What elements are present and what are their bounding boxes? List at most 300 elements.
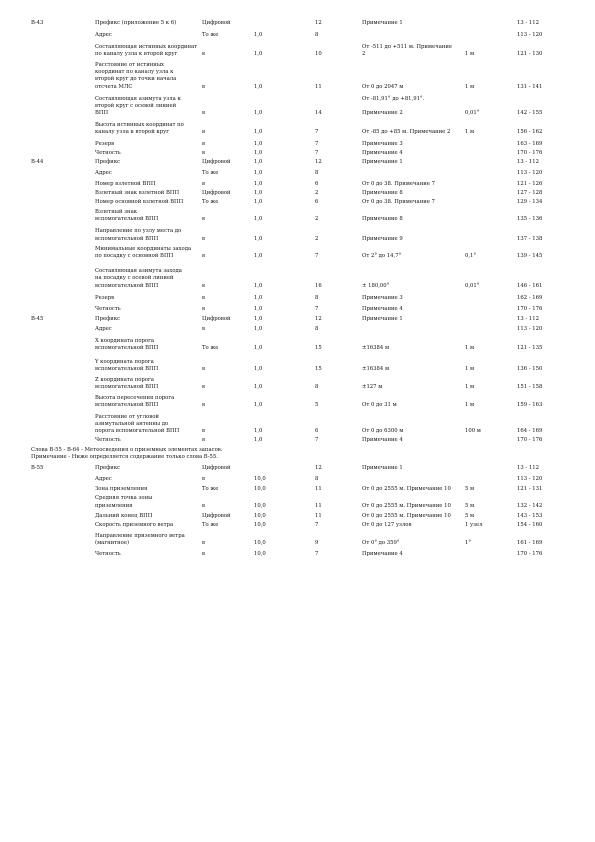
cell-bit-count: 15 — [315, 345, 322, 351]
cell-parameter-name: Высота истинных координат по — [95, 122, 184, 128]
cell-parameter-name: вспомогательной ВПП — [95, 236, 159, 242]
cell-data-type: в — [202, 384, 205, 390]
cell-parameter-name: Резерв — [95, 141, 115, 147]
cell-parameter-name: Составляющая азимута узла к — [95, 96, 181, 102]
table-row — [0, 345, 595, 351]
cell-parameter-name: по каналу узла к второй круг — [95, 51, 178, 57]
cell-bit-position: 113 - 120 — [517, 326, 543, 332]
cell-range-note: 2 — [362, 51, 366, 57]
cell-data-type: в — [202, 236, 205, 242]
cell-range-note: ±16384 м — [362, 366, 390, 372]
cell-bit-count: 8 — [315, 326, 319, 332]
table-row — [0, 465, 595, 471]
cell-data-type: в — [202, 181, 205, 187]
cell-bit-count: 8 — [315, 32, 319, 38]
cell-parameter-name: Зона приземления — [95, 486, 148, 492]
cell-bit-position: 139 - 145 — [517, 253, 543, 259]
cell-data-type: Цифровой — [202, 316, 231, 322]
cell-bit-position: 121 - 130 — [517, 51, 543, 57]
cell-rate: 1,0 — [254, 428, 263, 434]
cell-rate: 1,0 — [254, 253, 263, 259]
table-row — [0, 236, 595, 242]
cell-resolution: 0,1° — [465, 253, 477, 259]
cell-rate: 1,0 — [254, 306, 263, 312]
cell-bit-count: 8 — [315, 476, 319, 482]
cell-bit-position: 121 - 126 — [517, 181, 543, 187]
cell-parameter-name: X координата порога — [95, 338, 155, 344]
cell-bit-count: 12 — [315, 465, 322, 471]
cell-data-type: в — [202, 428, 205, 434]
cell-parameter-name: Y координата порога — [95, 359, 154, 365]
cell-bit-position: 13 - 112 — [517, 20, 540, 26]
table-row — [0, 44, 595, 50]
cell-parameter-name: вспомогательной ВПП — [95, 345, 159, 351]
cell-range-note: ±127 м — [362, 384, 383, 390]
cell-bit-position: 170 - 176 — [517, 150, 543, 156]
cell-bit-position: 137 - 138 — [517, 236, 543, 242]
cell-range-note: От 0 до 6300 м — [362, 428, 404, 434]
cell-parameter-name: Четность — [95, 551, 121, 557]
cell-bit-count: 16 — [315, 283, 322, 289]
cell-bit-position: 170 - 176 — [517, 306, 543, 312]
table-row — [0, 62, 595, 68]
table-row — [0, 306, 595, 312]
cell-range-note: От 0 до 38. Примечание 7 — [362, 181, 435, 187]
cell-data-type: в — [202, 306, 205, 312]
cell-bit-count: 2 — [315, 216, 319, 222]
cell-rate: 10,0 — [254, 476, 266, 482]
cell-data-type: Цифровой — [202, 190, 231, 196]
cell-data-type: То же — [202, 170, 219, 176]
table-row — [0, 533, 595, 539]
cell-bit-count: 14 — [315, 110, 322, 116]
table-row — [0, 402, 595, 408]
cell-rate: 1,0 — [254, 110, 263, 116]
cell-data-type: в — [202, 551, 205, 557]
cell-bit-count: 6 — [315, 181, 319, 187]
table-row — [0, 69, 595, 75]
cell-parameter-name: каналу узла к второй круг — [95, 129, 170, 135]
cell-bit-position: 13 - 112 — [517, 465, 540, 471]
cell-parameter-name: Взлетный знак взлетной ВПП — [95, 190, 180, 196]
cell-parameter-name: Направление по узлу места до — [95, 228, 182, 234]
cell-range-note: От 0 до 2047 м — [362, 84, 404, 90]
cell-bit-position: 156 - 162 — [517, 129, 543, 135]
table-row — [0, 414, 595, 420]
table-row — [0, 51, 595, 57]
table-row — [0, 159, 595, 165]
cell-bit-position: 136 - 150 — [517, 366, 543, 372]
cell-resolution: 1 м — [465, 384, 475, 390]
cell-data-type: в — [202, 129, 205, 135]
cell-rate: 1,0 — [254, 150, 263, 156]
cell-resolution: 0,01° — [465, 110, 480, 116]
table-row — [0, 366, 595, 372]
cell-bit-count: 7 — [315, 522, 319, 528]
table-row — [0, 209, 595, 215]
cell-bit-count: 11 — [315, 503, 322, 509]
cell-range-note: От 0° до 359° — [362, 540, 400, 546]
cell-bit-count: 8 — [315, 384, 319, 390]
cell-data-type: в — [202, 402, 205, 408]
cell-bit-count: 11 — [315, 486, 322, 492]
cell-bit-count: 15 — [315, 366, 322, 372]
cell-rate: 1,0 — [254, 295, 263, 301]
cell-parameter-name: отсчета МЛС — [95, 84, 133, 90]
cell-parameter-name: Адрес — [95, 476, 112, 482]
cell-parameter-name: Префикс (приложение 5 к 6) — [95, 20, 177, 26]
cell-data-type: в — [202, 366, 205, 372]
cell-range-note: Примечание 8 — [362, 190, 403, 196]
cell-resolution: 1 м — [465, 129, 475, 135]
cell-parameter-name: на посадку с осевой линией — [95, 275, 174, 281]
cell-bit-position: 162 - 169 — [517, 295, 543, 301]
cell-bit-position: 135 - 136 — [517, 216, 543, 222]
cell-data-type: Цифровой — [202, 513, 231, 519]
cell-parameter-name: ВПП — [95, 110, 109, 116]
cell-parameter-name: вспомогательной ВПП — [95, 384, 159, 390]
cell-rate: 1,0 — [254, 437, 263, 443]
cell-data-type: Цифровой — [202, 465, 231, 471]
cell-parameter-name: вспомогательной ВПП — [95, 366, 159, 372]
cell-rate: 1,0 — [254, 159, 263, 165]
cell-bit-count: 12 — [315, 159, 322, 165]
cell-bit-count: 7 — [315, 141, 319, 147]
cell-rate: 1,0 — [254, 199, 263, 205]
cell-data-type: в — [202, 476, 205, 482]
cell-bit-position: 121 - 135 — [517, 345, 543, 351]
cell-range-note: Примечание 4 — [362, 150, 403, 156]
cell-range-note: От 0 до 31 м — [362, 402, 397, 408]
cell-bit-position: 154 - 160 — [517, 522, 543, 528]
cell-bit-count: 6 — [315, 199, 319, 205]
cell-bit-position: 113 - 120 — [517, 170, 543, 176]
cell-range-note: От 0 до 127 узлов — [362, 522, 412, 528]
cell-parameter-name: Минимальные координаты захода — [95, 246, 192, 252]
cell-rate: 10,0 — [254, 522, 266, 528]
cell-bit-position: 151 - 158 — [517, 384, 543, 390]
table-row — [0, 190, 595, 196]
cell-rate: 10,0 — [254, 486, 266, 492]
table-row — [0, 513, 595, 519]
table-row — [0, 428, 595, 434]
cell-parameter-name: Составляющая азимута захода — [95, 268, 182, 274]
cell-bit-count: 11 — [315, 513, 322, 519]
cell-range-note: Примечание 8 — [362, 216, 403, 222]
cell-data-type: То же — [202, 32, 219, 38]
table-row — [0, 110, 595, 116]
table-row — [0, 503, 595, 509]
cell-rate: 10,0 — [254, 513, 266, 519]
cell-resolution: 0,01° — [465, 283, 480, 289]
cell-data-type: в — [202, 216, 205, 222]
cell-data-type: То же — [202, 345, 219, 351]
cell-rate: 1,0 — [254, 129, 263, 135]
table-row — [0, 20, 595, 26]
cell-range-note: От -511 до +511 м. Примечание — [362, 44, 453, 50]
cell-bit-count: 7 — [315, 306, 319, 312]
cell-bit-count: 12 — [315, 316, 322, 322]
cell-parameter-name: Средняя точка зоны — [95, 495, 153, 501]
cell-parameter-name: Резерв — [95, 295, 115, 301]
cell-parameter-name: (магнитное) — [95, 540, 130, 546]
cell-word-id: В-55 — [31, 465, 44, 471]
cell-data-type: в — [202, 141, 205, 147]
table-row — [0, 150, 595, 156]
table-row — [0, 338, 595, 344]
cell-parameter-name: Префикс — [95, 316, 121, 322]
cell-bit-position: 146 - 161 — [517, 283, 543, 289]
cell-bit-count: 9 — [315, 540, 319, 546]
cell-range-note: От -85 до +85 м. Примечание 2 — [362, 129, 451, 135]
cell-bit-count: 2 — [315, 190, 319, 196]
cell-parameter-name: азимутальной антенны до — [95, 421, 169, 427]
cell-parameter-name: вспомогательной ВПП — [95, 216, 159, 222]
cell-bit-position: 13 - 112 — [517, 316, 540, 322]
cell-parameter-name: Высота пересечения порога — [95, 395, 175, 401]
table-row — [0, 551, 595, 557]
cell-bit-position: 13 - 112 — [517, 159, 540, 165]
table-row — [0, 316, 595, 322]
cell-rate: 1,0 — [254, 141, 263, 147]
table-row — [0, 384, 595, 390]
table-row — [0, 246, 595, 252]
cell-rate: 1,0 — [254, 181, 263, 187]
cell-bit-count: 2 — [315, 236, 319, 242]
cell-bit-position: 121 - 131 — [517, 486, 543, 492]
cell-rate: 10,0 — [254, 540, 266, 546]
cell-rate: 1,0 — [254, 326, 263, 332]
cell-parameter-name: Префикс — [95, 465, 121, 471]
cell-bit-position: 143 - 153 — [517, 513, 543, 519]
cell-data-type: в — [202, 326, 205, 332]
cell-resolution: 1 м — [465, 84, 475, 90]
cell-rate: 1,0 — [254, 216, 263, 222]
table-row — [0, 395, 595, 401]
cell-rate: 1,0 — [254, 366, 263, 372]
cell-range-note: От 0 до 38. Примечание 7 — [362, 199, 435, 205]
cell-resolution: 1 м — [465, 402, 475, 408]
cell-rate: 1,0 — [254, 190, 263, 196]
cell-bit-count: 5 — [315, 402, 319, 408]
cell-resolution: 100 м — [465, 428, 481, 434]
cell-bit-position: 159 - 163 — [517, 402, 543, 408]
cell-bit-count: 11 — [315, 84, 322, 90]
cell-data-type: в — [202, 110, 205, 116]
table-row — [0, 421, 595, 427]
cell-range-note: ±16384 м — [362, 345, 390, 351]
table-row — [0, 253, 595, 259]
cell-range-note: Примечание 2 — [362, 110, 403, 116]
table-row — [0, 377, 595, 383]
cell-parameter-name: второй круг до точки начала — [95, 76, 177, 82]
cell-data-type: в — [202, 150, 205, 156]
table-row — [0, 540, 595, 546]
cell-data-type: в — [202, 253, 205, 259]
cell-parameter-name: Четность — [95, 150, 121, 156]
cell-range-note: Примечание 9 — [362, 236, 403, 242]
cell-parameter-name: Адрес — [95, 170, 112, 176]
cell-parameter-name: Номер основной взлетной ВПП — [95, 199, 184, 205]
cell-bit-count: 7 — [315, 253, 319, 259]
cell-range-note: Примечание 3 — [362, 295, 403, 301]
cell-data-type: в — [202, 295, 205, 301]
cell-bit-position: 170 - 176 — [517, 551, 543, 557]
cell-rate: 1,0 — [254, 316, 263, 322]
table-row — [0, 129, 595, 135]
cell-parameter-name: Взлетный знак — [95, 209, 138, 215]
cell-data-type: в — [202, 437, 205, 443]
cell-resolution: 5 м — [465, 503, 475, 509]
cell-range-note: От 0 до 2555 м. Примечание 10 — [362, 503, 451, 509]
table-row — [0, 359, 595, 365]
cell-data-type: в — [202, 540, 205, 546]
cell-range-note: Примечание 1 — [362, 465, 403, 471]
cell-bit-count: 12 — [315, 20, 322, 26]
cell-resolution: 5 м — [465, 486, 475, 492]
cell-data-type: То же — [202, 486, 219, 492]
table-row — [0, 275, 595, 281]
cell-range-note: Примечание 1 — [362, 159, 403, 165]
cell-bit-position: 127 - 128 — [517, 190, 543, 196]
cell-bit-position: 131 - 141 — [517, 84, 543, 90]
table-row — [0, 295, 595, 301]
cell-data-type: в — [202, 283, 205, 289]
cell-range-note: Примечание 4 — [362, 437, 403, 443]
cell-parameter-name: Скорость приземного ветра — [95, 522, 174, 528]
table-row — [0, 268, 595, 274]
cell-parameter-name: Составляющая истинных координат — [95, 44, 198, 50]
cell-parameter-name: Z координата порога — [95, 377, 154, 383]
table-row — [0, 96, 595, 102]
cell-parameter-name: Адрес — [95, 326, 112, 332]
cell-bit-count: 7 — [315, 551, 319, 557]
table-row — [0, 476, 595, 482]
cell-word-id: В-44 — [31, 159, 44, 165]
cell-data-type: в — [202, 503, 205, 509]
cell-rate: 1,0 — [254, 384, 263, 390]
cell-bit-position: 163 - 169 — [517, 141, 543, 147]
cell-rate: 10,0 — [254, 551, 266, 557]
cell-bit-count: 8 — [315, 170, 319, 176]
cell-rate: 1,0 — [254, 402, 263, 408]
cell-resolution: 1 узел — [465, 522, 483, 528]
cell-parameter-name: координат по каналу узла к — [95, 69, 174, 75]
cell-bit-position: 113 - 120 — [517, 476, 543, 482]
cell-bit-position: 113 - 120 — [517, 32, 543, 38]
cell-parameter-name: Четность — [95, 306, 121, 312]
cell-data-type: Цифровой — [202, 20, 231, 26]
cell-rate: 1,0 — [254, 32, 263, 38]
cell-word-id: В-43 — [31, 20, 44, 26]
cell-data-type: в — [202, 84, 205, 90]
table-row — [0, 181, 595, 187]
cell-parameter-name: Расстояние от угловой — [95, 414, 159, 420]
cell-bit-count: 8 — [315, 295, 319, 301]
cell-bit-count: 7 — [315, 129, 319, 135]
cell-resolution: 1° — [465, 540, 472, 546]
cell-range-note: От 0 до 2555 м. Примечание 10 — [362, 513, 451, 519]
cell-data-type: Цифровой — [202, 159, 231, 165]
table-row — [0, 199, 595, 205]
cell-bit-count: 6 — [315, 428, 319, 434]
table-row — [0, 141, 595, 147]
note-text: Примечание - Ниже определяется содержание только слова В-55. — [31, 454, 218, 460]
cell-range-note: Примечание 1 — [362, 316, 403, 322]
cell-resolution: 1 м — [465, 366, 475, 372]
cell-word-id: В-45 — [31, 316, 44, 322]
table-row — [0, 122, 595, 128]
cell-range-note: Примечание 3 — [362, 141, 403, 147]
cell-data-type: в — [202, 51, 205, 57]
cell-resolution: 1 м — [465, 345, 475, 351]
cell-range-note: ± 180,00° — [362, 283, 390, 289]
note-text: Слова В-55 - В-64 - Метеосведения о приземных элементах запасов. — [31, 447, 223, 453]
cell-parameter-name: второй круг с осевой линией — [95, 103, 177, 109]
cell-range-note: От 2° до 14,7° — [362, 253, 402, 259]
cell-range-note: Примечание 4 — [362, 551, 403, 557]
cell-parameter-name: Расстояние от истинных — [95, 62, 165, 68]
cell-rate: 1,0 — [254, 170, 263, 176]
cell-rate: 1,0 — [254, 236, 263, 242]
table-row — [0, 76, 595, 82]
cell-range-note: Примечание 1 — [362, 20, 403, 26]
cell-rate: 1,0 — [254, 51, 263, 57]
table-row — [0, 326, 595, 332]
cell-bit-position: 142 - 155 — [517, 110, 543, 116]
cell-range-note: Примечание 4 — [362, 306, 403, 312]
table-row — [0, 283, 595, 289]
cell-parameter-name: Номер взлетной ВПП — [95, 181, 156, 187]
cell-bit-count: 7 — [315, 150, 319, 156]
table-row — [0, 103, 595, 109]
cell-bit-count: 7 — [315, 437, 319, 443]
cell-bit-count: 10 — [315, 51, 322, 57]
table-row — [0, 495, 595, 501]
cell-resolution: 5 м — [465, 513, 475, 519]
table-row — [0, 170, 595, 176]
cell-parameter-name: вспомогательной ВПП — [95, 402, 159, 408]
cell-rate: 1,0 — [254, 345, 263, 351]
cell-rate: 1,0 — [254, 283, 263, 289]
cell-parameter-name: Направление приземного ветра — [95, 533, 185, 539]
cell-bit-position: 164 - 169 — [517, 428, 543, 434]
cell-bit-position: 132 - 142 — [517, 503, 543, 509]
table-row — [0, 32, 595, 38]
cell-resolution: 1 м — [465, 51, 475, 57]
cell-rate: 1,0 — [254, 84, 263, 90]
cell-range-note: От 0 до 2555 м. Примечание 10 — [362, 486, 451, 492]
cell-bit-position: 170 - 176 — [517, 437, 543, 443]
cell-bit-position: 129 - 134 — [517, 199, 543, 205]
cell-range-note: От -81,91° до +81,91°. — [362, 96, 425, 102]
table-row — [0, 486, 595, 492]
cell-parameter-name: Дальний конец ВПП — [95, 513, 153, 519]
cell-parameter-name: вспомогательной ВПП — [95, 283, 159, 289]
cell-parameter-name: приземления — [95, 503, 133, 509]
cell-data-type: То же — [202, 522, 219, 528]
cell-parameter-name: по посадку с основной ВПП — [95, 253, 174, 259]
cell-parameter-name: Адрес — [95, 32, 112, 38]
cell-rate: 10,0 — [254, 503, 266, 509]
table-row — [0, 228, 595, 234]
cell-parameter-name: Префикс — [95, 159, 121, 165]
cell-data-type: То же — [202, 199, 219, 205]
cell-bit-position: 161 - 169 — [517, 540, 543, 546]
table-row — [0, 437, 595, 443]
table-row — [0, 84, 595, 90]
cell-parameter-name: порога вспомогательной ВПП — [95, 428, 180, 434]
